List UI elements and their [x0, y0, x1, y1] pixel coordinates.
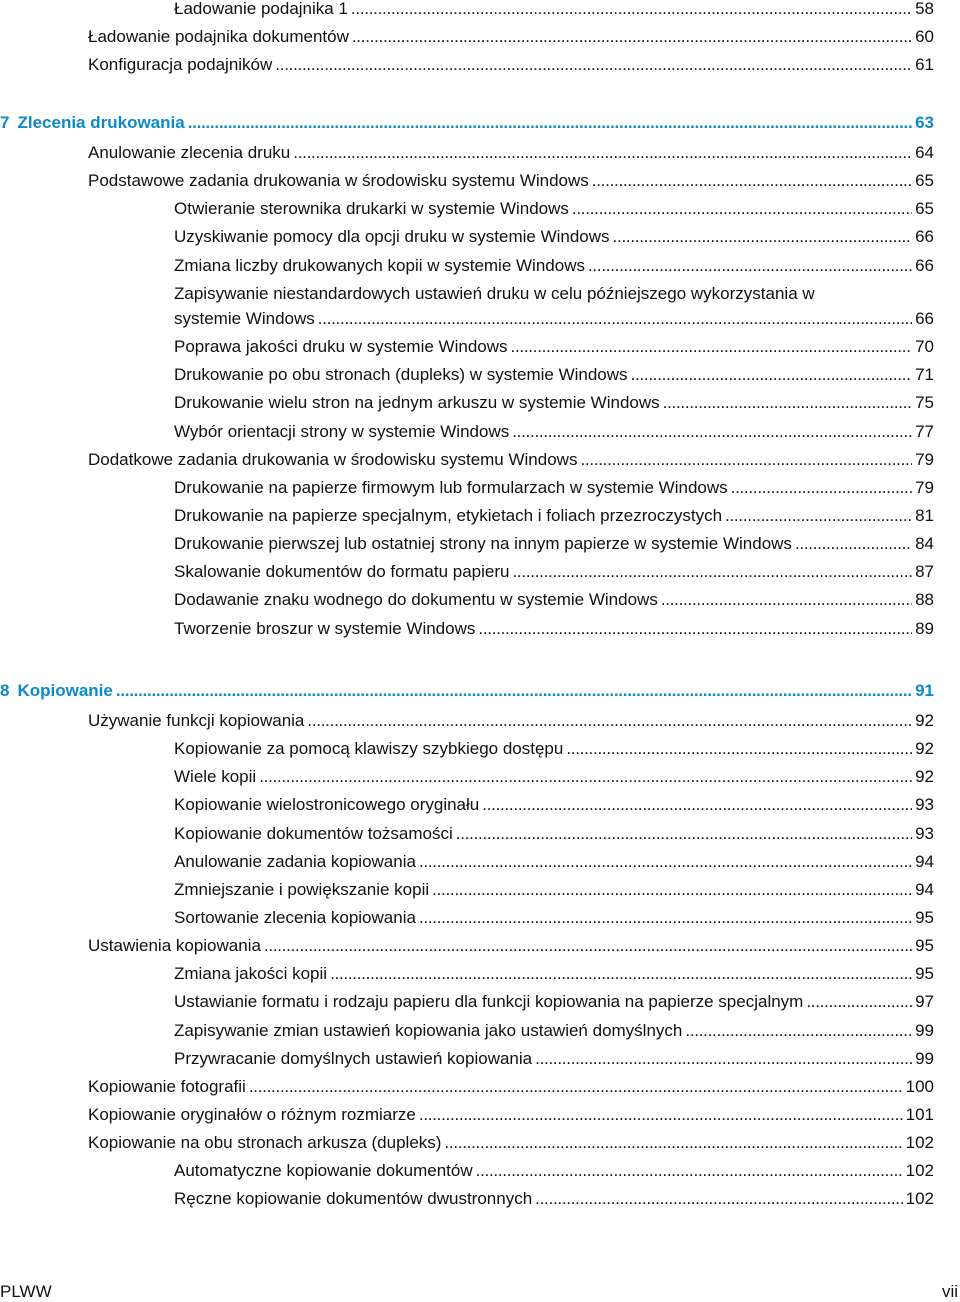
toc-entry-title: Wiele kopii: [174, 767, 257, 787]
chapter-title: Zlecenia drukowania: [17, 113, 185, 132]
toc-entry-title: Otwieranie sterownika drukarki w systemie Windows: [174, 199, 569, 219]
toc-entry[interactable]: [0, 1078, 960, 1106]
toc-entry[interactable]: [0, 285, 960, 339]
toc-entry[interactable]: [0, 563, 960, 591]
chapter-number: 8: [0, 681, 10, 700]
toc-entry-title: Używanie funkcji kopiowania: [88, 711, 305, 730]
toc-entry-title: Kopiowanie dokumentów tożsamości: [174, 823, 453, 843]
chapter-page: 63: [915, 113, 934, 132]
toc-entry[interactable]: [0, 394, 960, 422]
toc-entry[interactable]: [0, 423, 960, 451]
toc-entry[interactable]: [0, 366, 960, 394]
toc-entry-page: 65: [915, 199, 934, 219]
toc-entry[interactable]: [0, 228, 960, 256]
toc-entry-page: 79: [915, 477, 934, 497]
toc-entry-page: 61: [915, 55, 934, 75]
toc-entry[interactable]: [0, 1106, 960, 1134]
toc-entry[interactable]: [0, 993, 960, 1021]
toc-entry-title: Kopiowanie wielostronicowego oryginału: [174, 795, 480, 815]
toc-entry-title: Przywracanie domyślnych ustawień kopiowania: [174, 1048, 533, 1068]
toc-entry[interactable]: [0, 28, 960, 56]
toc-entry[interactable]: [0, 507, 960, 535]
toc-entry-page: 71: [915, 365, 934, 385]
toc-entry-page: 95: [915, 907, 934, 927]
toc-entry-page: 89: [915, 618, 934, 638]
toc-entry-page: 66: [915, 308, 934, 328]
toc-entry[interactable]: [0, 0, 960, 28]
toc-entry[interactable]: [0, 1134, 960, 1162]
toc-entry-page: 94: [915, 879, 934, 899]
toc-entry-page: 70: [915, 337, 934, 357]
toc-entry[interactable]: [0, 620, 960, 648]
toc-entry-page: 60: [915, 27, 934, 47]
toc-entry-page: 102: [905, 1189, 934, 1209]
toc-entry[interactable]: [0, 825, 960, 853]
toc-entry-page: 92: [915, 711, 934, 730]
toc-entry[interactable]: [0, 451, 960, 479]
toc-entry-title: Tworzenie broszur w systemie Windows: [174, 618, 476, 638]
toc-entry-title: Drukowanie wielu stron na jednym arkuszu w systemie Windows: [174, 393, 660, 413]
toc-entry-title: Konfiguracja podajników: [88, 55, 273, 75]
toc-entry-page: 92: [915, 767, 934, 787]
toc-entry[interactable]: [0, 1162, 960, 1190]
toc-continuation: [0, 0, 960, 84]
toc-entry[interactable]: [0, 909, 960, 937]
toc-entry-page: 101: [905, 1104, 934, 1124]
toc-entry-title: Zmniejszanie i powiększanie kopii: [174, 879, 430, 899]
toc-entry-page: 102: [905, 1133, 934, 1153]
toc-entry[interactable]: [0, 1022, 960, 1050]
toc-entry-title-line1: Zapisywanie niestandardowych ustawień druku w celu późniejszego wykorzystania w: [174, 283, 815, 303]
toc-entry-page: 97: [915, 992, 934, 1012]
chapter-page: 91: [915, 681, 934, 700]
toc-entry-title: Skalowanie dokumentów do formatu papieru: [174, 562, 510, 582]
toc-entry-page: 84: [915, 534, 934, 554]
toc-entry-page: 93: [915, 795, 934, 815]
toc-entry-title-line2: systemie Windows: [174, 308, 315, 328]
toc-entry-title: Ustawianie formatu i rodzaju papieru dla funkcji kopiowania na papierze specjalnym: [174, 992, 804, 1012]
toc-entry[interactable]: [0, 712, 960, 740]
toc-entry-title: Poprawa jakości druku w systemie Windows: [174, 337, 508, 357]
toc-entry-page: 92: [915, 739, 934, 759]
toc-entry-page: 81: [915, 506, 934, 526]
chapter-title: Kopiowanie: [17, 681, 113, 700]
toc-entry[interactable]: [0, 172, 960, 200]
toc-entry-title: Kopiowanie na obu stronach arkusza (dupleks): [88, 1133, 442, 1153]
toc-entry-page: 99: [915, 1048, 934, 1068]
toc-entry-title: Uzyskiwanie pomocy dla opcji druku w systemie Windows: [174, 227, 610, 247]
toc-chapter-8: [0, 682, 960, 1219]
toc-entry[interactable]: [0, 881, 960, 909]
toc-entry[interactable]: [0, 1050, 960, 1078]
toc-entry-title: Zmiana jakości kopii: [174, 964, 328, 984]
toc-entry[interactable]: [0, 144, 960, 172]
toc-entry[interactable]: [0, 1190, 960, 1218]
footer-label: PLWW: [0, 1282, 52, 1301]
toc-entry-title: Anulowanie zlecenia druku: [88, 143, 291, 162]
toc-entry-title: Anulowanie zadania kopiowania: [174, 851, 416, 871]
toc-entry-title: Kopiowanie oryginałów o różnym rozmiarze: [88, 1104, 416, 1124]
toc-entry-title: Zmiana liczby drukowanych kopii w systemie Windows: [174, 255, 585, 275]
toc-entry-page: 100: [905, 1076, 934, 1096]
toc-entry-page: 58: [915, 0, 934, 18]
toc-entry-page: 66: [915, 227, 934, 247]
toc-entry-title: Ustawienia kopiowania: [88, 936, 261, 956]
toc-entry-title: Drukowanie na papierze firmowym lub formularzach w systemie Windows: [174, 477, 728, 497]
toc-entry[interactable]: [0, 853, 960, 881]
toc-entry-page: 64: [915, 143, 934, 162]
toc-entry-page: 99: [915, 1020, 934, 1040]
toc-entry[interactable]: [0, 200, 960, 228]
chapter-heading[interactable]: [0, 114, 960, 144]
toc-entry-title: Kopiowanie fotografii: [88, 1076, 246, 1096]
toc-entry-page: 87: [915, 562, 934, 582]
toc-entry-title: Drukowanie na papierze specjalnym, etykietach i foliach przezroczystych: [174, 506, 723, 526]
chapter-number: 7: [0, 113, 10, 132]
toc-entry-title: Sortowanie zlecenia kopiowania: [174, 907, 416, 927]
toc-entry[interactable]: [0, 937, 960, 965]
toc-entry-page: 77: [915, 421, 934, 441]
toc-entry-title: Kopiowanie za pomocą klawiszy szybkiego dostępu: [174, 739, 564, 759]
toc-entry[interactable]: [0, 740, 960, 768]
toc-entry-page: 95: [915, 964, 934, 984]
toc-entry-page: 65: [915, 171, 934, 191]
page-number: vii: [941, 1282, 958, 1301]
toc-entry-title: Ładowanie podajnika dokumentów: [88, 27, 349, 47]
toc-entry-title: Wybór orientacji strony w systemie Windows: [174, 421, 510, 441]
toc-entry-title: Dodawanie znaku wodnego do dokumentu w systemie Windows: [174, 590, 658, 610]
toc-entry[interactable]: [0, 56, 960, 84]
toc-entry[interactable]: [0, 257, 960, 285]
toc-entry-title: Ręczne kopiowanie dokumentów dwustronnych: [174, 1189, 533, 1209]
toc-entry[interactable]: [0, 535, 960, 563]
toc-entry[interactable]: [0, 338, 960, 366]
toc-entry-page: 75: [915, 393, 934, 413]
toc-entry-title: Automatyczne kopiowanie dokumentów: [174, 1161, 473, 1181]
toc-entry-title: Drukowanie pierwszej lub ostatniej strony na innym papierze w systemie Windows: [174, 534, 792, 554]
toc-entry[interactable]: [0, 591, 960, 619]
toc-entry-title: Dodatkowe zadania drukowania w środowisku systemu Windows: [88, 449, 578, 469]
toc-entry-page: 102: [905, 1161, 934, 1181]
toc-entry-title: Podstawowe zadania drukowania w środowisku systemu Windows: [88, 171, 589, 191]
toc-entry-page: 88: [915, 590, 934, 610]
toc-chapter-7: [0, 114, 960, 648]
toc-entry[interactable]: [0, 768, 960, 796]
toc-entry-page: 94: [915, 851, 934, 871]
toc-entry-page: 66: [915, 255, 934, 275]
toc-entry-page: 95: [915, 936, 934, 956]
toc-entry-page: 79: [915, 449, 934, 469]
toc-entry-page: 93: [915, 823, 934, 843]
chapter-heading[interactable]: [0, 682, 960, 712]
toc-entry-title: Drukowanie po obu stronach (dupleks) w systemie Windows: [174, 365, 628, 385]
toc-entry[interactable]: [0, 796, 960, 824]
toc-entry[interactable]: [0, 965, 960, 993]
toc-entry-title: Zapisywanie zmian ustawień kopiowania jako ustawień domyślnych: [174, 1020, 683, 1040]
toc-entry-title: Ładowanie podajnika 1: [174, 0, 348, 18]
toc-entry[interactable]: [0, 479, 960, 507]
